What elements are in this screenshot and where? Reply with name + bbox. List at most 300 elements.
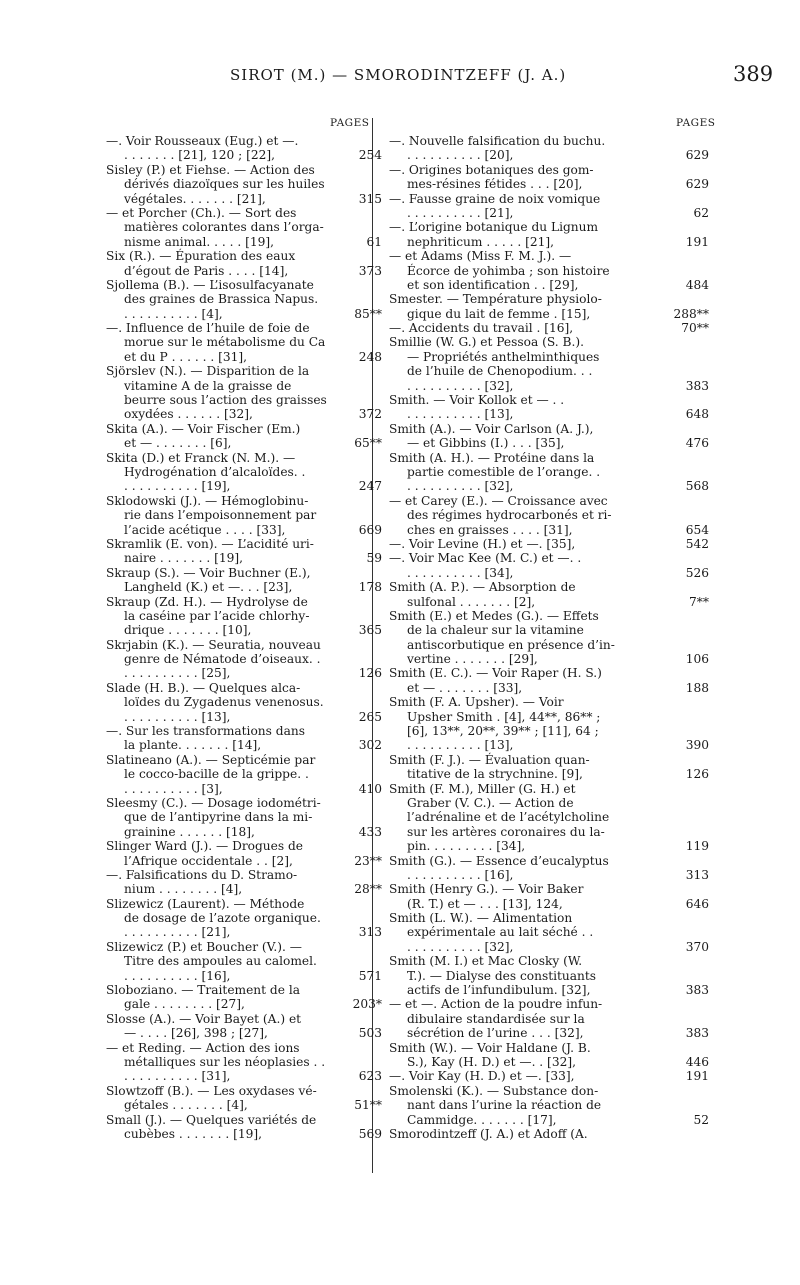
- right-pages-label: PAGES: [676, 117, 716, 129]
- index-entry-line: [106, 609, 368, 623]
- entry-text: —. Voir Mac Kee (M. C.) et —. .: [389, 551, 582, 566]
- entry-text: Smith (E.) et Medes (G.). — Effets: [389, 608, 599, 623]
- index-entry-line: [106, 349, 382, 364]
- index-entry-line: [106, 263, 382, 278]
- index-entry-line: [106, 234, 382, 249]
- index-entry-line: [106, 925, 382, 940]
- index-entry-line: [106, 220, 368, 234]
- entry-text: . . . . . . . . . . [21],: [407, 205, 514, 220]
- entry-text: . . . . . . . . . . [32],: [407, 378, 514, 393]
- entry-text: l’Afrique occidentale . . [2],: [124, 853, 293, 868]
- index-entry-line: [106, 522, 382, 537]
- page-reference: 568: [685, 479, 709, 494]
- index-entry-line: [106, 853, 382, 868]
- page-reference: 542: [685, 536, 709, 551]
- index-entry-line: [106, 868, 368, 882]
- entry-text: rie dans l’empoisonnement par: [124, 508, 317, 523]
- entry-text: . . . . . . . . . . [16],: [124, 968, 231, 983]
- entry-text: de la chaleur sur la vitamine: [407, 623, 584, 638]
- index-entry-line: [106, 911, 368, 925]
- entry-text: Slade (H. B.). — Quelques alca-: [106, 680, 301, 695]
- entry-text: Slizewicz (Laurent). — Méthode: [106, 896, 305, 911]
- entry-text: Skraup (S.). — Voir Buchner (E.),: [106, 565, 311, 580]
- page-reference: 191: [685, 234, 709, 249]
- entry-text: dibulaire standardisée sur la: [407, 1011, 585, 1026]
- index-entry-line: [389, 810, 689, 824]
- entry-text: de l’huile de Chenopodium. . .: [407, 364, 593, 379]
- entry-text: et son identification . . [29],: [407, 277, 579, 292]
- entry-text: le cocco-bacille de la grippe. .: [124, 767, 309, 782]
- index-entry-line: [106, 824, 382, 839]
- page-reference: 446: [685, 1055, 709, 1069]
- entry-text: grainine . . . . . . [18],: [124, 824, 255, 839]
- index-entry-line: [106, 292, 368, 306]
- page-reference: 28**: [354, 882, 382, 897]
- entry-text: Smith (F. J.). — Évaluation quan-: [389, 752, 590, 767]
- entry-text: — et Carey (E.). — Croissance avec: [389, 493, 608, 508]
- entry-text: nant dans l’urine la réaction de: [407, 1098, 602, 1113]
- left-column: [106, 134, 382, 1141]
- index-entry-line: [106, 738, 382, 753]
- page-reference: 433: [358, 824, 382, 839]
- index-entry-line: [389, 350, 689, 364]
- entry-text: nisme animal. . . . . [19],: [124, 234, 275, 249]
- entry-text: Sklodowski (J.). — Hémoglobinu-: [106, 493, 309, 508]
- index-entry-line: [389, 997, 689, 1011]
- entry-text: Smolenski (K.). — Substance don-: [389, 1083, 599, 1098]
- entry-text: et — . . . . . . . [6],: [124, 436, 232, 451]
- entry-text: gique du lait de femme . [15],: [407, 306, 591, 321]
- index-entry-line: [106, 422, 368, 436]
- entry-text: Skita (D.) et Franck (N. M.). —: [106, 450, 296, 465]
- index-entry-line: [389, 306, 709, 321]
- entry-text: — et Porcher (Ch.). — Sort des: [106, 205, 297, 220]
- entry-text: . . . . . . . . . . [21],: [124, 925, 231, 940]
- entry-text: [6], 13**, 20**, 39** ; [11], 64 ;: [407, 724, 599, 739]
- entry-text: Slatineano (A.). — Septicémie par: [106, 752, 316, 767]
- page-reference: 410: [358, 781, 382, 796]
- entry-text: . . . . . . . . . . [4],: [124, 306, 223, 321]
- entry-text: des régimes hydrocarbonés et ri-: [407, 508, 612, 523]
- entry-text: d’égout de Paris . . . . [14],: [124, 263, 289, 278]
- index-entry-line: [389, 479, 709, 494]
- entry-text: Graber (V. C.). — Action de: [407, 795, 574, 810]
- index-entry-line: [389, 1026, 709, 1041]
- entry-text: —. Nouvelle falsification du buchu.: [389, 134, 606, 148]
- index-entry-line: [389, 508, 689, 522]
- entry-text: —. Voir Levine (H.) et —. [35],: [389, 536, 576, 551]
- page-reference: 188: [685, 680, 709, 695]
- entry-text: Smith (G.). — Essence d’eucalyptus: [389, 853, 609, 868]
- index-entry-line: [389, 364, 689, 378]
- right-column: [389, 134, 709, 1141]
- page-reference: 23**: [354, 853, 382, 868]
- index-entry-line: [389, 335, 689, 349]
- index-entry-line: [389, 925, 689, 939]
- index-entry-line: [389, 494, 689, 508]
- entry-text: Skramlik (E. von). — L’acidité uri-: [106, 536, 314, 551]
- index-entry-line: [389, 234, 709, 249]
- entry-text: beurre sous l’action des graisses: [124, 393, 327, 408]
- entry-text: . . . . . . . . . . [13],: [407, 738, 514, 753]
- page-reference: 70**: [681, 321, 709, 336]
- page-reference: 646: [685, 896, 709, 911]
- index-entry-line: [389, 724, 689, 738]
- entry-text: Smith. — Voir Kollok et — . .: [389, 393, 565, 408]
- entry-text: loïdes du Zygadenus venenosus.: [124, 695, 324, 710]
- index-entry-line: [389, 264, 689, 278]
- entry-text: . . . . . . . . . . [3],: [124, 781, 223, 796]
- entry-text: . . . . . . . . . . [32],: [407, 939, 514, 954]
- entry-text: végétales. . . . . . . [21],: [124, 191, 266, 206]
- index-entry-line: [389, 536, 709, 551]
- entry-text: sécrétion de l’urine . . . [32],: [407, 1026, 584, 1041]
- page-reference: 569: [358, 1126, 382, 1141]
- entry-text: Sisley (P.) et Fiehse. — Action des: [106, 162, 315, 177]
- index-entry-line: [106, 839, 368, 853]
- entry-text: —. Falsifications du D. Stramo-: [106, 867, 298, 882]
- index-entry-line: [389, 839, 709, 854]
- entry-text: Six (R.). — Épuration des eaux: [106, 249, 296, 264]
- entry-text: gale . . . . . . . . [27],: [124, 997, 245, 1012]
- index-entry-line: [389, 1069, 709, 1084]
- entry-text: expérimentale au lait séché . .: [407, 925, 594, 940]
- page-reference: 648: [685, 407, 709, 422]
- index-entry-line: [106, 753, 368, 767]
- entry-text: Sleesmy (C.). — Dosage iodométri-: [106, 795, 321, 810]
- page-reference: 59: [366, 551, 382, 566]
- entry-text: Écorce de yohimba ; son histoire: [407, 263, 610, 278]
- index-entry-line: [389, 652, 709, 667]
- entry-text: sur les artères coronaires du la-: [407, 824, 605, 839]
- page-reference: 370: [685, 939, 709, 954]
- index-entry-line: [389, 896, 709, 911]
- page-reference: 313: [358, 925, 382, 940]
- index-entry-line: [106, 379, 368, 393]
- entry-text: nium . . . . . . . . [4],: [124, 882, 243, 897]
- index-entry-line: [106, 191, 382, 206]
- index-entry-line: [106, 1126, 382, 1141]
- entry-text: gétales . . . . . . . [4],: [124, 1098, 248, 1113]
- index-entry-line: [106, 652, 368, 666]
- page-reference: 247: [358, 479, 382, 494]
- entry-text: —. Accidents du travail . [16],: [389, 321, 574, 336]
- entry-text: — Propriétés anthelminthiques: [407, 349, 600, 364]
- index-entry-line: [106, 206, 368, 220]
- index-entry-line: [106, 393, 368, 407]
- page-reference: 503: [358, 1026, 382, 1041]
- entry-text: . . . . . . . . . . [13],: [407, 407, 514, 422]
- entry-text: actifs de l’infundibulum. [32],: [407, 983, 591, 998]
- page-reference: 85**: [354, 306, 382, 321]
- entry-text: Smith (W.). — Voir Haldane (J. B.: [389, 1040, 591, 1055]
- index-entry-line: [106, 537, 368, 551]
- entry-text: ches en graisses . . . . [31],: [407, 522, 573, 537]
- page-reference: 629: [685, 148, 709, 163]
- index-entry-line: [389, 1012, 689, 1026]
- entry-text: Slinger Ward (J.). — Drogues de: [106, 839, 304, 854]
- index-entry-line: [106, 451, 368, 465]
- page-reference: 302: [358, 738, 382, 753]
- entry-text: Skrjabin (K.). — Seuratia, nouveau: [106, 637, 321, 652]
- entry-text: S.), Kay (H. D.) et —. . [32],: [407, 1055, 576, 1069]
- index-entry-line: [389, 911, 689, 925]
- index-entry-line: [106, 580, 382, 595]
- page-reference: 629: [685, 177, 709, 192]
- index-entry-line: [389, 594, 709, 609]
- entry-text: mes-résines fétides . . . [20],: [407, 177, 583, 192]
- index-entry-line: [389, 551, 689, 565]
- entry-text: drique . . . . . . . [10],: [124, 623, 252, 638]
- index-entry-line: [106, 666, 382, 681]
- page-reference: 383: [685, 1026, 709, 1041]
- entry-text: pin. . . . . . . . . [34],: [407, 839, 526, 854]
- index-entry-line: [389, 623, 689, 637]
- index-entry-line: [389, 192, 689, 206]
- index-entry-line: [106, 508, 368, 522]
- entry-text: . . . . . . . . . . [19],: [124, 479, 231, 494]
- entry-text: métalliques sur les néoplasies . .: [124, 1055, 326, 1069]
- index-entry-line: [106, 407, 382, 422]
- entry-text: — et —. Action de la poudre infun-: [389, 997, 603, 1012]
- entry-text: oxydées . . . . . . [32],: [124, 407, 253, 422]
- entry-text: la caséine par l’acide chlorhy-: [124, 608, 310, 623]
- entry-text: Smester. — Température physiolo-: [389, 292, 602, 307]
- entry-text: Skita (A.). — Voir Fischer (Em.): [106, 421, 301, 436]
- entry-text: —. Voir Rousseaux (Eug.) et —.: [106, 134, 299, 148]
- index-entry-line: [389, 710, 689, 724]
- entry-text: Smith (Henry G.). — Voir Baker: [389, 882, 584, 897]
- page-reference: 61: [366, 234, 382, 249]
- entry-text: et du P . . . . . . [31],: [124, 349, 247, 364]
- entry-text: Smith (A. H.). — Protéine dans la: [389, 450, 595, 465]
- index-entry-line: [389, 854, 689, 868]
- entry-text: de dosage de l’azote organique.: [124, 911, 321, 926]
- index-entry-line: [389, 378, 709, 393]
- index-entry-line: [106, 551, 382, 566]
- entry-text: Small (J.). — Quelques variétés de: [106, 1112, 317, 1127]
- page-reference: 178: [358, 580, 382, 595]
- entry-text: —. Fausse graine de noix vomique: [389, 191, 601, 206]
- entry-text: partie comestible de l’orange. .: [407, 464, 601, 479]
- index-entry-line: [389, 522, 709, 537]
- index-entry-line: [106, 595, 368, 609]
- index-entry-line: [106, 278, 368, 292]
- index-entry-line: [106, 796, 368, 810]
- entry-text: Smith (L. W.). — Alimentation: [389, 911, 573, 926]
- entry-text: . . . . . . . . . . [16],: [407, 867, 514, 882]
- entry-text: Smillie (W. G.) et Pessoa (S. B.).: [389, 335, 584, 350]
- entry-text: titative de la strychnine. [9],: [407, 767, 583, 782]
- page-reference: 191: [685, 1069, 709, 1084]
- entry-text: Sjörslev (N.). — Disparition de la: [106, 364, 310, 379]
- index-entry-line: [389, 1098, 689, 1112]
- page-reference: 390: [685, 738, 709, 753]
- entry-text: Skraup (Zd. H.). — Hydrolyse de: [106, 594, 308, 609]
- index-entry-line: [106, 163, 368, 177]
- left-pages-label: PAGES: [330, 117, 370, 129]
- entry-text: genre de Nématode d’oiseaux. .: [124, 652, 321, 667]
- index-entry-line: [106, 681, 368, 695]
- index-entry-line: [389, 1041, 689, 1055]
- entry-text: l’acide acétique . . . . [33],: [124, 522, 286, 537]
- index-entry-line: [389, 277, 709, 292]
- entry-text: Sjollema (B.). — L’isosulfacyanate: [106, 277, 314, 292]
- index-entry-line: [106, 882, 382, 897]
- index-entry-line: [106, 148, 382, 163]
- index-entry-line: [106, 177, 368, 191]
- index-entry-line: [389, 580, 689, 594]
- page-reference: 52: [693, 1112, 709, 1127]
- entry-text: (R. T.) et — . . . [13], 124,: [407, 896, 563, 911]
- page-reference: 484: [685, 277, 709, 292]
- entry-text: nephriticum . . . . . [21],: [407, 234, 554, 249]
- index-entry-line: [389, 1112, 709, 1127]
- index-entry-line: [389, 220, 689, 234]
- index-entry-line: [389, 451, 689, 465]
- entry-text: la plante. . . . . . . [14],: [124, 738, 262, 753]
- index-entry-line: [389, 321, 709, 336]
- entry-text: . . . . . . . . . . [34],: [407, 565, 514, 580]
- index-entry-line: [106, 1041, 368, 1055]
- entry-text: vertine . . . . . . . [29],: [407, 652, 538, 667]
- page-reference: 288**: [673, 306, 709, 321]
- index-entry-line: [389, 638, 689, 652]
- page-reference: 315: [358, 191, 382, 206]
- index-entry-line: [106, 566, 368, 580]
- index-entry-line: [389, 983, 709, 998]
- index-entry-line: [106, 1069, 382, 1084]
- index-entry-line: [106, 1098, 382, 1113]
- index-entry-line: [389, 465, 689, 479]
- entry-text: dérivés diazoïques sur les huiles: [124, 177, 325, 192]
- entry-text: Smith (M. I.) et Mac Closky (W.: [389, 954, 583, 969]
- index-entry-line: [106, 335, 368, 349]
- entry-text: —. Influence de l’huile de foie de: [106, 321, 310, 336]
- page-reference: 623: [358, 1069, 382, 1084]
- entry-text: — et Adams (Miss F. M. J.). —: [389, 249, 572, 264]
- index-entry-line: [389, 1055, 709, 1069]
- index-entry-line: [106, 781, 382, 796]
- index-entry-line: [389, 767, 709, 782]
- index-entry-line: [106, 306, 382, 321]
- index-entry-line: [106, 436, 382, 451]
- page-reference: 476: [685, 436, 709, 451]
- page-reference: 571: [358, 968, 382, 983]
- index-entry-line: [389, 292, 689, 306]
- index-entry-line: [106, 1084, 368, 1098]
- entry-text: — et Reding. — Action des ions: [106, 1040, 300, 1055]
- index-entry-line: [389, 177, 709, 192]
- page-reference: 126: [685, 767, 709, 782]
- index-entry-line: [389, 954, 689, 968]
- index-entry-line: [106, 1012, 368, 1026]
- index-entry-line: [106, 638, 368, 652]
- entry-text: Smith (A.). — Voir Carlson (A. J.),: [389, 421, 594, 436]
- index-entry-line: [389, 867, 709, 882]
- page-reference: 372: [358, 407, 382, 422]
- index-entry-line: [106, 321, 368, 335]
- index-entry-line: [106, 968, 382, 983]
- index-entry-line: [389, 666, 689, 680]
- entry-text: Smith (F. A. Upsher). — Voir: [389, 695, 564, 710]
- page-reference: 203*: [352, 997, 382, 1012]
- index-entry-line: [389, 753, 689, 767]
- entry-text: Smith (A. P.). — Absorption de: [389, 580, 576, 595]
- entry-text: Smorodintzeff (J. A.) et Adoff (A.: [389, 1126, 588, 1141]
- index-entry-line: [389, 134, 689, 148]
- entry-text: Titre des ampoules au calomel.: [124, 954, 317, 969]
- entry-text: que de l’antipyrine dans la mi-: [124, 810, 313, 825]
- entry-text: T.). — Dialyse des constituants: [407, 968, 597, 983]
- page-reference: 654: [685, 522, 709, 537]
- index-entry-line: [389, 205, 709, 220]
- entry-text: Slobozianо. — Traitement de la: [106, 983, 300, 998]
- index-entry-line: [389, 969, 689, 983]
- index-entry-line: [106, 983, 368, 997]
- entry-text: Hydrogénation d’alcaloïdes. .: [124, 464, 306, 479]
- page-number: 389: [733, 62, 774, 86]
- running-head: SIROT (M.) — SMORODINTZEFF (J. A.): [230, 66, 567, 84]
- index-entry-line: [389, 738, 709, 753]
- entry-text: matières colorantes dans l’orga-: [124, 220, 324, 235]
- index-entry-line: [389, 249, 689, 263]
- index-entry-line: [106, 479, 382, 494]
- page-reference: 526: [685, 565, 709, 580]
- entry-text: . . . . . . . [21], 120 ; [22],: [124, 148, 276, 163]
- entry-text: . . . . . . . . . . [20],: [407, 148, 514, 163]
- index-entry-line: [106, 364, 368, 378]
- entry-text: cubèbes . . . . . . . [19],: [124, 1126, 262, 1141]
- index-entry-line: [106, 767, 368, 781]
- page-reference: 373: [358, 263, 382, 278]
- index-entry-line: [106, 940, 368, 954]
- entry-text: Slizewicz (P.) et Boucher (V.). —: [106, 939, 302, 954]
- index-entry-line: [389, 436, 709, 451]
- index-entry-line: [106, 724, 368, 738]
- entry-text: Slowtzoff (B.). — Les oxydases vé-: [106, 1083, 317, 1098]
- entry-text: . . . . . . . . . . [31],: [124, 1069, 231, 1084]
- index-entry-line: [106, 709, 382, 724]
- entry-text: — et Gibbins (I.) . . . [35],: [407, 436, 565, 451]
- entry-text: Smith (F. M.), Miller (G. H.) et: [389, 781, 576, 796]
- index-entry-line: [389, 422, 689, 436]
- entry-text: Upsher Smith . [4], 44**, 86** ;: [407, 709, 601, 724]
- entry-text: . . . . . . . . . . [25],: [124, 666, 231, 681]
- index-entry-line: [106, 810, 368, 824]
- index-entry-line: [106, 134, 368, 148]
- index-entry-line: [389, 782, 689, 796]
- page-reference: 65**: [354, 436, 382, 451]
- index-entry-line: [389, 825, 689, 839]
- index-entry-line: [106, 249, 368, 263]
- entry-text: sulfonal . . . . . . . [2],: [407, 594, 536, 609]
- page-reference: 62: [693, 205, 709, 220]
- page-reference: 248: [358, 349, 382, 364]
- entry-text: l’adrénaline et de l’acétylcholine: [407, 810, 610, 825]
- page-reference: 265: [358, 709, 382, 724]
- entry-text: —. Origines botaniques des gom-: [389, 162, 594, 177]
- index-entry-line: [106, 1055, 368, 1069]
- page-reference: 254: [358, 148, 382, 163]
- index-entry-line: [389, 148, 709, 163]
- index-entry-line: [389, 163, 689, 177]
- entry-text: Cammidge. . . . . . . [17],: [407, 1112, 557, 1127]
- index-entry-line: [106, 623, 382, 638]
- page-reference: 365: [358, 623, 382, 638]
- page-reference: 51**: [354, 1098, 382, 1113]
- entry-text: . . . . . . . . . . [13],: [124, 709, 231, 724]
